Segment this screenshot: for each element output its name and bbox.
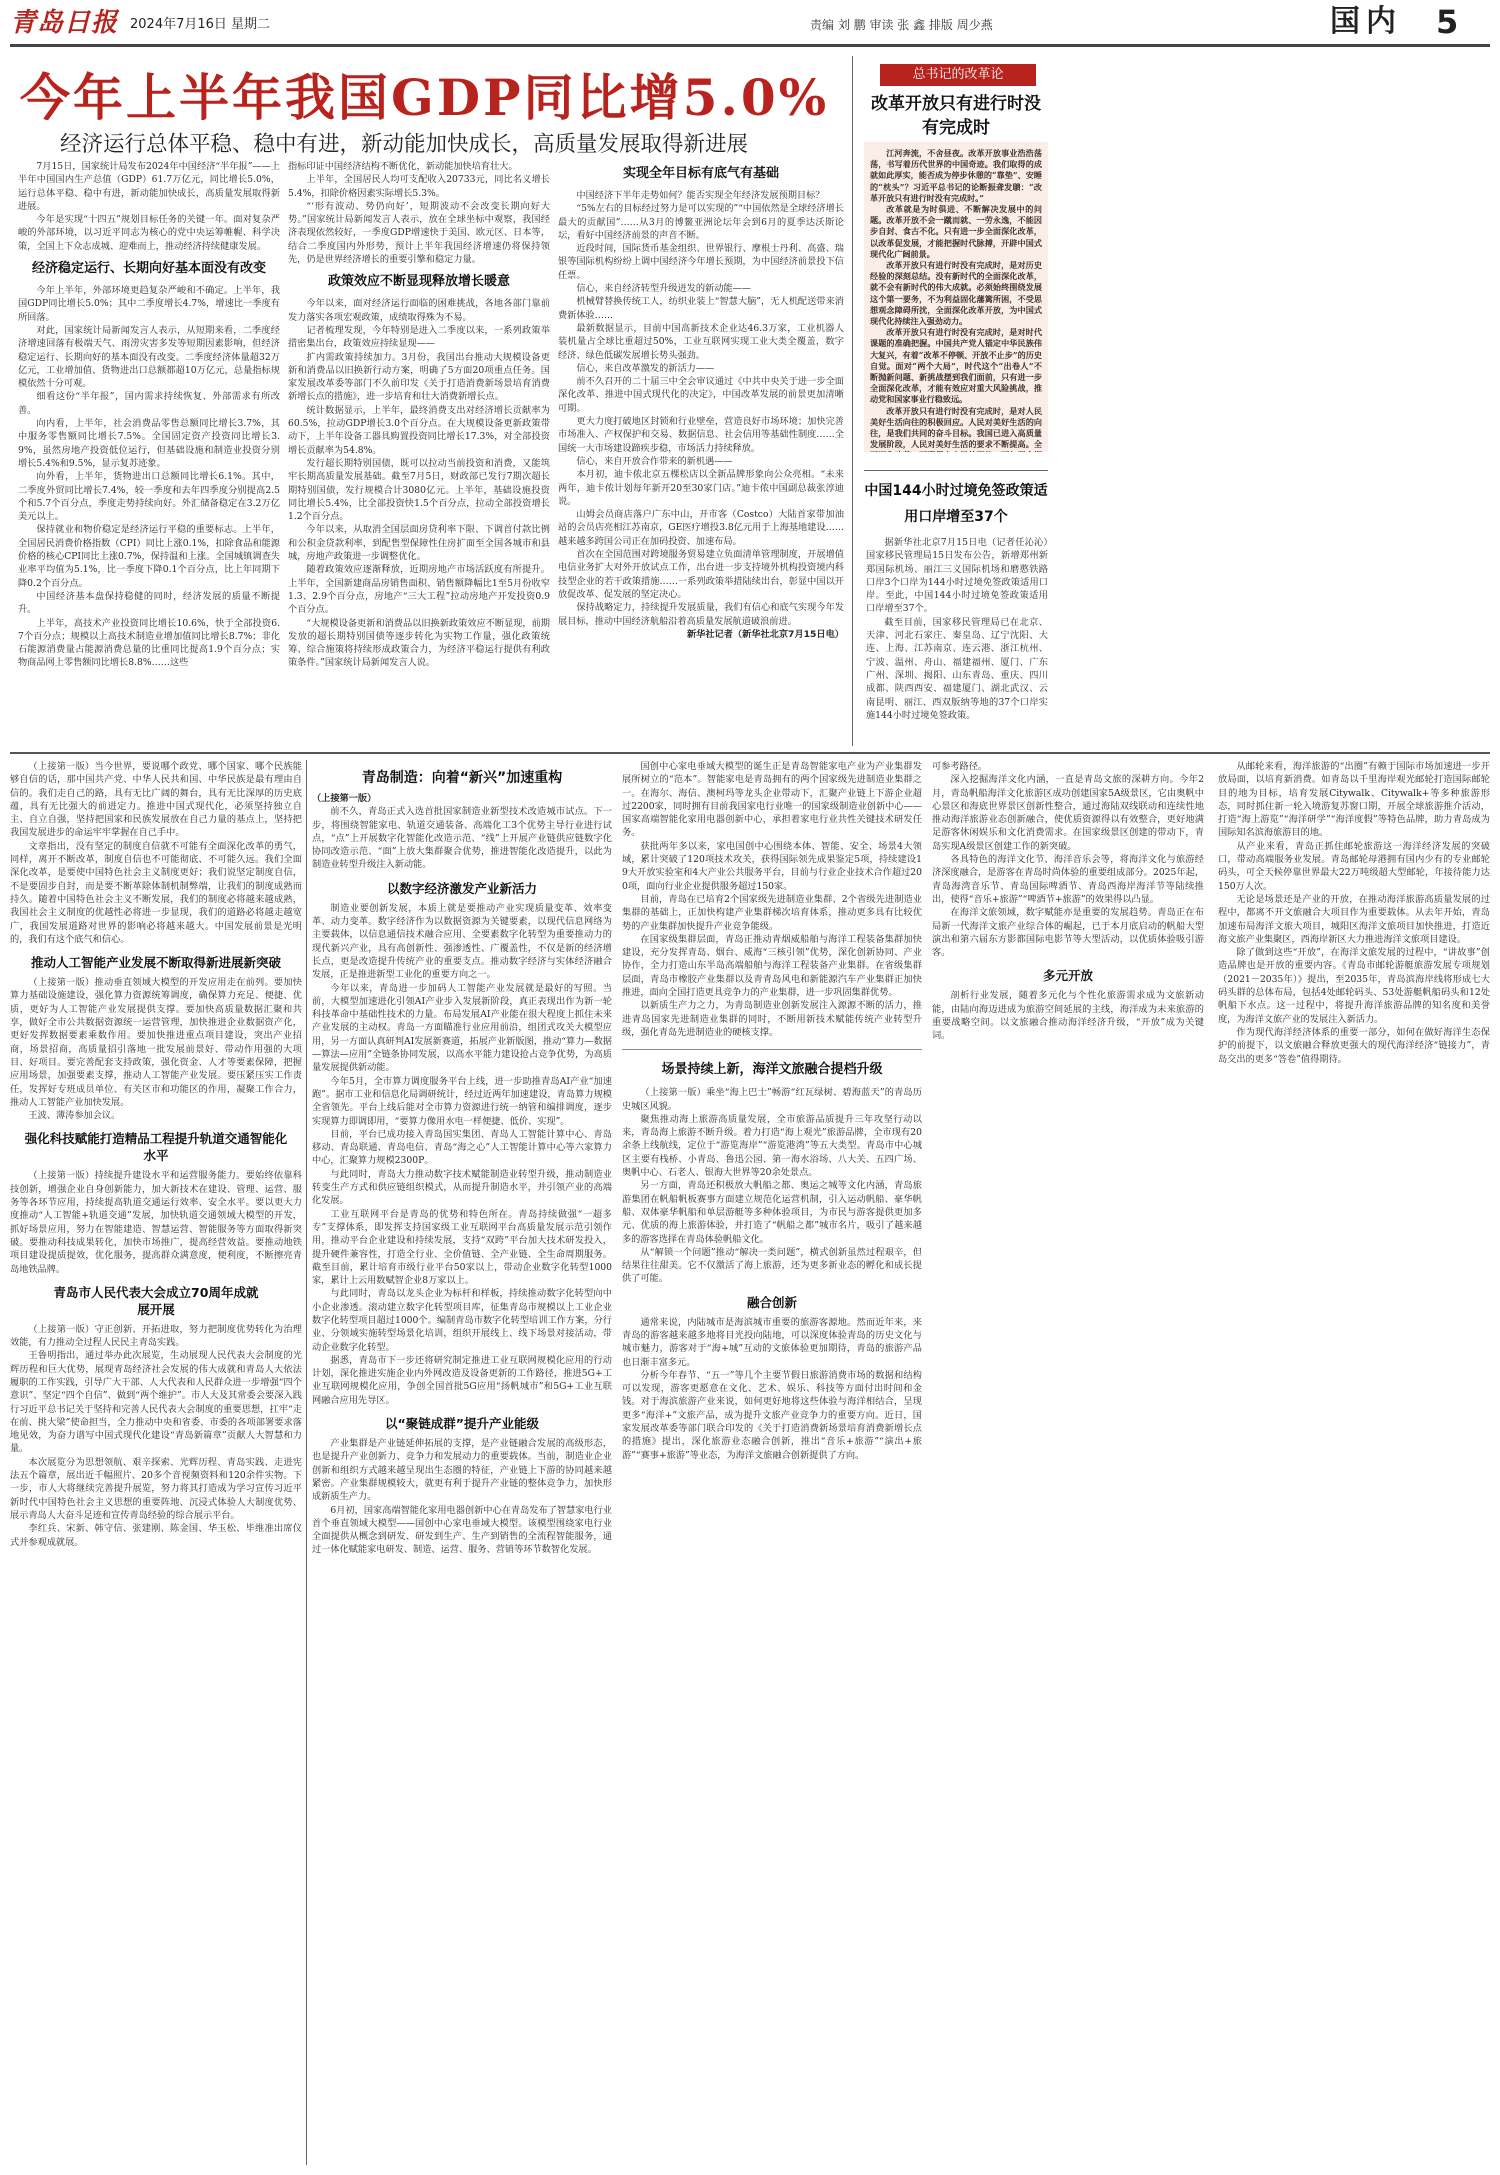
lead-paragraph: 山姆会员商店落户广东中山，开市客（Costco）大陆首家带加油站的会员店亮相江苏南京，GE医疗增投3.8亿元用于上海基地建设……越来越多跨国公司正在加码投资、加速布局。 (558, 509, 844, 547)
section-heading: 以数字经济激发产业新活力 (386, 880, 537, 896)
editor-credits: 责编 刘 鹏 审读 张 鑫 排版 周少燕 (810, 18, 993, 32)
byline: 新华社记者（新华社北京7月15日电） (687, 628, 844, 640)
article-paragraph: 前不久，青岛正式入选首批国家制造业新型技术改造城市试点。下一步，将围绕智能家电、轨道交通装备、高端化工3个优势主导行业进行试点，“点”上开展数字化智能化改造示范、“线”上开展产业链供应链数字化协同改造示范、“面”上放大集群聚合优势，推进智能化改造提升，以此为制造业转型升级注入新动能。 (312, 806, 612, 871)
article-paragraph: 李红兵、宋新、韩守信、张建刚、陈金国、华玉松、毕维准出席仪式并参观成就展。 (10, 1523, 302, 1548)
article-paragraph: 除了做到这些“开放”，在海洋文旅发展的过程中，“讲故事”创造品牌也是开放的重要内容。《青岛市邮轮游艇旅游发展专项规划（2021－2035年）》提出，至2035年，青岛滨海岸线将形成七大码头群的总体布局，包括4处邮轮码头、53处游艇帆船码头和12处帆船下水点。这一过程中，将提升海洋旅游品牌的知名度和美誉度，为海洋文旅产业的发展注入新活力。 (1218, 947, 1490, 1025)
lead-headline: 今年上半年我国GDP同比增5.0% (20, 68, 830, 127)
article-paragraph: 今年以来，青岛进一步加码人工智能产业发展就是最好的写照。当前，大模型加速进化引领AI产业步入发展新阶段，真正表现出作为新一轮科技革命中基础性技术的力量。布局发展AI产业能在很大程度上抓住未来产业发展的主动权。青岛一方面瞄准行业应用前沿，组团式攻关大模型应用，另一方面认真研判AI发展新赛道，拓展产业新版图，推动“算力—数据—算法—应用”全链条协同发展，以高水平能力建设抢占竞争优势，为高质量发展提供新动能。 (312, 982, 612, 1074)
lead-subheadline: 经济运行总体平稳、稳中有进，新动能加快成长，高质量发展取得新进展 (60, 132, 749, 157)
article-paragraph: 与此同时，青岛以龙头企业为标杆和样板，持续推动数字化转型向中小企业渗透。滚动建立数字化转型项目库，征集青岛市规模以上工业企业数字化转型项目超过1000个。编制青岛市数字化转型培训工作方案，分行业、分领域实施转型场景化培训，组织开展线上、线下场景对接活动，带动企业数字化转型。 (312, 1288, 612, 1353)
lead-paragraph: 本月初，迪卡侬北京五棵松店以全新品牌形象向公众亮相。“未来两年，迪卡侬计划每年新开20至30家门店。”迪卡侬中国副总裁张淳迪说。 (558, 469, 844, 507)
issue-date: 2024年7月16日 星期二 (130, 17, 271, 32)
lead-paragraph: 记者梳理发现，今年特别是进入二季度以来，一系列政策举措密集出台，政策效应持续显现—— (288, 324, 550, 350)
column-divider (306, 760, 307, 2165)
lead-paragraph: “‘形有波动、势仍向好’，短期波动不会改变长期向好大势。”国家统计局新闻发言人表示，放在全球坐标中观察，我国经济表现依然较好，一季度GDP增速快于美国、欧元区、日本等，结合二季度国内外形势，预计上半年我国经济增速仍将保持领先，仍是世界经济增长的重要引擎和稳定力量。 (288, 200, 550, 266)
article-paragraph: 目前，平台已成功接入青岛国实集团、青岛人工智能计算中心、青岛移动、青岛联通、青岛电信、青岛“海之心”人工智能计算中心等六家算力中心，汇聚算力规模2300P。 (312, 1128, 612, 1167)
article-paragraph: 获批两年多以来，家电国创中心围绕本体、智能、安全、场景4大领域，累计突破了120项技术攻关，获得国际领先成果鉴定5项，持续建设19大开放实验室和4大产业公共服务平台，目前与行业企业技术合作超过200项，面向行业企业提供服务超过150家。 (622, 840, 922, 892)
visa-headline: 中国144小时过境免签政策适用口岸增至37个 (864, 483, 1048, 525)
visa-paragraph: 截至目前，国家移民管理局已在北京、天津、河北石家庄、秦皇岛、辽宁沈阳、大连、上海、江苏南京、连云港、浙江杭州、宁波、温州、舟山、福建福州、厦门、广东广州、深圳、揭阳、山东青岛、重庆、四川成都、陕西西安、福建厦门、湖北武汉、云南昆明、丽江、西双版纳等地的37个口岸实施144小时过境免签政策。 (866, 616, 1048, 721)
visa-paragraph: 据新华社北京7月15日电（记者任沁沁）国家移民管理局15日发布公告，新增郑州新郑国际机场、丽江三义国际机场和磨憨铁路口岸3个口岸为144小时过境免签政策适用口岸。至此，中国144小时过境免签政策适用口岸增至37个。 (866, 537, 1048, 615)
article-paragraph: 制造业要创新发展，本质上就是要推动产业实现质量变革、效率变革、动力变革。数字经济作为以数据资源为关键要素，以现代信息网络为主要载体，以信息通信技术融合应用、全要素数字化转型为重要推动力的现代新兴产业，具有高创新性、强渗透性、广覆盖性，不仅是新的经济增长点，更是改造提升传统产业的重要支点。推动数字经济与实体经济融合发展，正是推进新型工业化的重要方向之一。 (312, 902, 612, 981)
article-headline: 场景持续上新，海洋文旅融合提档升级 (622, 1049, 922, 1082)
lead-paragraph: 今年以来，面对经济运行面临的困难挑战，各地各部门靠前发力落实各项宏观政策，成绩取得殊为不易。 (288, 298, 550, 323)
article-paragraph: 工业互联网平台是青岛的优势和特色所在。青岛持续做强“一超多专”支撑体系，即发挥支持国家级工业互联网平台高质量发展示范引领作用，推动平台企业建设和持续发展，支持“双跨”平台加大技术研发投入，提升硬件兼容性，打造全行业、全价值链、全产业链、全生命周期服务。截至目前，累计培育市级行业平台50家以上，带动企业数字化转型1000家，累计上云用数赋智企业8万家以上。 (312, 1208, 612, 1287)
lead-paragraph: 上半年，全国居民人均可支配收入20733元，同比名义增长5.4%，扣除价格因素实际增长5.3%。 (288, 174, 550, 199)
sidebar-rule (864, 470, 1048, 471)
article-paragraph: （上接第一版） (312, 793, 377, 804)
sidebar-box (864, 142, 1048, 452)
article-paragraph: 产业集群是产业链延伸拓展的支撑，是产业链融合发展的高级形态，也是提升产业创新力、竞争力和发展动力的重要载体。当前，制造业企业创新和组织方式越来越呈现出生态圈的特征，产业链上下游的协同越来越紧密。产业集群规模较大，就更有利于提升产业链的整体竞争力，加快形成新质生产力。 (312, 1438, 612, 1503)
lead-paragraph: 中国经济下半年走势如何？能否实现全年经济发展预期目标？ (576, 190, 825, 201)
article-headline: 推动人工智能产业发展不断取得新进展新突破 (30, 955, 281, 971)
masthead-rule (10, 44, 1490, 47)
article-paragraph: 从“解锁一个问题”推动“解决一类问题”，横式创新虽然过程艰辛，但结果往往甜美。它不仅激活了海上旅游，还为更多新业态的孵化和成长提供了可能。 (622, 1246, 922, 1285)
article-paragraph: 从邮轮来看，海洋旅游的“出圈”有赖于国际市场加速进一步开放局面，以培育新消费。如青岛以千里海岸观光邮轮打造国际邮轮目的地为目标，培育发展Citywalk、Citywalk+等多种旅游形态，同时抓住新一轮入境游复苏窗口期，开展全球旅游推介活动，打造“海上游览”“海洋研学”“海洋度假”等特色品牌，助力青岛成为国际知名滨海旅游目的地。 (1218, 761, 1490, 839)
article-paragraph: 无论是场景还是产业的开放，在推动海洋旅游高质量发展的过程中，都离不开文旅融合大项目作为重要载体。从去年开始，青岛加速布局海洋文旅大项目，城阳区海洋文旅项目加快推进，打造近海文旅产业集聚区，西海岸新区大力推进海洋文旅项目建设。 (1218, 893, 1490, 945)
article-paragraph: 文章指出，没有坚定的制度自信就不可能有全面深化改革的勇气，同样，离开不断改革，制度自信也不可能彻底、不可能久远。我们全面深化改革，是要使中国特色社会主义制度更好；我们说坚定制度自信，不是要固步自封，而是要不断革除体制机制弊端，让我们的制度成熟而持久。随着中国特色社会主义不断发展，我们的制度必将越来越成熟，我国社会主义制度的优越性必将进一步显现，我们的道路必将越走越宽广，我国发展道路对世界的影响必将越来越大。中国发展前景是光明的，我们有这个底气和信心。 (10, 840, 302, 945)
lower-column-b (312, 760, 612, 2165)
article-paragraph: 另一方面，青岛还积极放大帆船之都、奥运之城等文化内涵，青岛旅游集团在帆船帆板赛事方面建立规范化运营机制，引入运动帆船、豪华帆船、双体豪华帆船和单层游艇等多种体验项目，为市民与游客提供更加多元、优质的海上旅游体验，并打造了“帆船之都”城市名片，吸引了越来越多的游客选择在青岛体验帆船文化。 (622, 1180, 922, 1245)
sidebar-headline: 改革开放只有进行时没有完成时 (871, 94, 1041, 138)
visa-article (866, 536, 1048, 746)
sidebar-paragraph: 江河奔流，不舍昼夜。改革开放事业浩浩荡荡，书写着历代世界的中国奇迹。我们取得的成就如此厚实，能否成为停步休憩的“靠垫”、安睡的“枕头”？习近平总书记的论断振聋发聩：“改革开放只有进行时没有完成时。” (870, 148, 1042, 203)
lead-column-3 (558, 160, 844, 744)
article-paragraph: 以新质生产力之力，为青岛制造业创新发展注入源源不断的活力，推进青岛国家先进制造业集群的同时，不断用新技术赋能传统产业转型升级，强化青岛先进制造业的硬核支撑。 (622, 1000, 922, 1038)
lead-paragraph: 保持就业和物价稳定是经济运行平稳的重要标志。上半年，全国居民消费价格指数（CPI）同比上涨0.1%，扣除食品和能源价格的核心CPI同比上涨0.7%，保持温和上涨。全国城镇调查失业率平均值为5.1%，比一季度下降0.1个百分点，比上年同期下降0.2个百分点。 (18, 524, 280, 589)
lead-paragraph: 今年上半年，外部环境更趋复杂严峻和不确定。上半年，我国GDP同比增长5.0%；其中二季度增长4.7%，增速比一季度有所回落。 (18, 285, 280, 323)
section-heading: 实现全年目标有底气有基础 (622, 166, 779, 181)
lead-paragraph: 随着政策效应逐渐释放，近期房地产市场活跃度有所提升。上半年，全国新建商品房销售面积、销售额降幅比1至5月份收窄1.3、2.9个百分点，房地产“三大工程”拉动房地产开发投资0.9个百分点。 (288, 564, 550, 616)
lead-paragraph: 最新数据显示，目前中国高新技术企业达46.3万家，工业机器人装机量占全球比重超过50%，工业互联网实现工业大类全覆盖，数字经济、绿色低碳发展增长势头强劲。 (558, 322, 844, 361)
lower-column-a (10, 760, 302, 2165)
lead-paragraph: 向内看，上半年，社会消费品零售总额同比增长3.7%，其中服务零售额同比增长7.5%。全国固定资产投资同比增长3.9%，虽然房地产投资低位运行，但基础设施和制造业投资分别增长5.4%和9.5%，显示复苏迹象。 (18, 418, 280, 469)
sidebar-paragraph: 改革开放只有进行时没有完成时，是对人民美好生活向往的积极回应。人民对美好生活的向往，是我们共同的奋斗目标。我国已进入高质量发展阶段，人民对美好生活的要求不断提高。全 (870, 405, 1042, 450)
article-paragraph: （上接第一版）持续提升建设水平和运营服务能力。要始终依靠科技创新，增强企业自身创新能力，加大新技术在建设、管理、运营、服务等各环节应用，持续提高轨道交通运行效率、安全水平。要以更大力度推动“人工智能+轨道交通”发展，加快轨道交通领域大模型的开发，抓好场景应用，努力在智能建造、智慧运营、智能服务等方面取得新突破。要推动科技成果转化，加快市场推广，提高经营效益。要推动地铁项目建设提质提效，优化服务，提高群众满意度，便利度，不断擦亮青岛地铁品牌。 (10, 1170, 302, 1275)
lead-paragraph: 细看这份“半年报”，国内需求持续恢复、外部需求有所改善。 (18, 391, 280, 416)
article-paragraph: 目前，青岛在已培育2个国家级先进制造业集群、2个省级先进制造业集群的基础上，正加快构建产业集群梯次培育体系，推动更多具有比较优势的产业集群加快提升产业竞争能级。 (622, 893, 922, 932)
lead-column-2 (288, 160, 550, 744)
lead-paragraph: 信心，来自开放合作带来的新机遇—— (576, 455, 733, 467)
article-paragraph: （上接第一版）推动垂直领域大模型的开发应用走在前列。要加快算力基础设施建设，强化算力资源统筹调度，确保算力充足、便捷、优质，更好为人工智能产业发展提供支撑。要加快高质量数据汇聚和共享，做好全市公共数据资源统一运营管理，加快推进企业数据资产化，更好发挥数据要素乘数作用。要加快推进重点项目建设，突出产业招商，场景招商，高质量招引落地一批发展前景好、带动作用强的大项目、好项目。要完善配套支持政策，强化资金、人才等要素保障，把握应用场景，加强要素支撑，推动人工智能产业发展。要压紧压实工作责任，发挥好专班成员单位、有关区市和功能区的作用，凝聚工作合力，推动人工智能产业加快发展。 (10, 977, 302, 1108)
article-paragraph: 本次展览分为思想领航、艰辛探索、光辉历程、青岛实践、走进宪法五个篇章，展出近千幅照片、20多个音视频资料和120余件实物。下一步，市人大将继续完善提升展览，努力将其打造成为学习宣传习近平新时代中国特色社会主义思想的重要阵地、沉浸式体验人大制度优势、展示青岛人大奋斗足迹和宣传青岛经验的综合展示平台。 (10, 1456, 302, 1521)
lead-paragraph: 信心，来自改革激发的新活力—— (576, 362, 715, 374)
lead-paragraph: “5%左右的目标经过努力是可以实现的”“中国依然是全球经济增长最大的贡献国”……从3月的博鳌亚洲论坛年会到6月的夏季达沃斯论坛，看好中国经济前景的声音不断。 (558, 203, 844, 241)
article-paragraph: （上接第一版）乘坐“海上巴士”畅游“红瓦绿树、碧海蓝天”的青岛历史城区风貌。 (622, 1087, 922, 1112)
newspaper-logo: 青岛日报 (10, 8, 119, 38)
lead-paragraph: 近段时间，国际货币基金组织、世界银行、摩根士丹利、高盛、瑞银等国际机构纷纷上调中国经济今年增长预期，为中国经济前景投下信任票。 (558, 243, 844, 281)
article-paragraph: 分析今年春节、“五一”等几个主要节假日旅游消费市场的数据和结构可以发现，游客更愿意在文化、艺术、娱乐、科技等方面付出时间和金钱。对于海滨旅游产业来说，如何更好地将这些体验与海洋相结合，呈现更多“海洋+”文旅产品，成为提升文旅产业竞争力的重要方向。近日，国家发展改革委等部门联合印发的《关于打造消费新场景培育消费新增长点的措施》提出，深化旅游业态融合创新，推出“音乐+旅游”“演出+旅游”“赛事+旅游”等业态，为海洋文旅融合创新提供了方向。 (622, 1369, 922, 1461)
article-paragraph: 从产业来看，青岛正抓住邮轮旅游这一海洋经济发展的突破口，带动高端服务业发展。青岛邮轮母港拥有国内少有的专业邮轮码头，可全天候停靠世界最大22万吨级超大型邮轮，年接待能力达150万人次。 (1218, 840, 1490, 892)
article-paragraph: 聚焦推动海上旅游高质量发展，全市旅游品质提升三年攻坚行动以来，青岛海上旅游不断升级。着力打造“海上观光”旅游品牌，全市现有20余条上线航线，定位于“游览海岸”“游览港湾”等五大类型。青岛市中心城区主要有栈桥、小青岛、鲁迅公园、第一海水浴场、八大关、五四广场、奥帆中心、石老人、银海大世界等20余处景点。 (622, 1113, 922, 1179)
article-paragraph: 通常来说，内陆城市是海滨城市重要的旅游客源地。然而近年来，来青岛的游客越来越多地将目光投向陆地，可以深度体验青岛的历史文化与城市魅力，游客对于“海+城”互动的文旅体验更加期待，青岛的旅游产品也日渐丰富多元。 (622, 1316, 922, 1368)
lead-column-1 (18, 160, 280, 744)
article-paragraph: 剖析行业发展，随着多元化与个性化旅游需求成为文旅新动能，由陆向海迈进成为旅游空间延展的主线，海洋成为未来旅游的重要战略空间。以文旅融合推动海洋经济升级，“开放”成为关键词。 (932, 990, 1204, 1042)
section-heading: 多元开放 (1042, 968, 1093, 984)
article-paragraph: 王波、薄涛参加会议。 (28, 1110, 121, 1122)
lead-paragraph: 首次在全国范围对跨境服务贸易建立负面清单管理制度，开展增值电信业务扩大对外开放试点工作，出台进一步支持境外机构投资境内科技型企业的若干政策措施……一系列政策举措陆续出台，彰显中国以开放促改革、促发展的坚定决心。 (558, 549, 844, 600)
lead-paragraph: 扩内需政策持续加力。3月份，我国出台推动大规模设备更新和消费品以旧换新行动方案，明确了5方面20项重点任务。国家发展改革委等部门不久前印发《关于打造消费新场景培育消费新增长点的措施》，进一步培育和壮大消费新增长点。 (288, 351, 550, 403)
article-paragraph: 6月初，国家高端智能化家用电器创新中心在青岛发布了智慧家电行业首个垂直领域大模型——国创中心家电垂域大模型。该模型围绕家电行业全面提供从概念到研发、研发到生产、生产到销售的全流程智能服务，通过一体化赋能家电研发、制造、运营、服务、营销等环节数智化发展。 (312, 1504, 612, 1556)
article-paragraph: 在海洋文旅领域，数字赋能亦是重要的发展趋势。青岛正在布局新一代海洋文旅产业综合体的崛起，已于本月底启动的帆船大型演出和第六届东方影都国际电影节等大型活动，以优质体验吸引游客。 (932, 907, 1204, 959)
article-paragraph: 作为现代海洋经济体系的重要一部分，如何在做好海洋生态保护的前提下，以文旅融合释放更强大的现代海洋经济“链接力”，青岛交出的更多“答卷”值得期待。 (1218, 1026, 1490, 1065)
section-heading: 经济稳定运行、长期向好基本面没有改变 (31, 261, 266, 277)
sidebar-divider (852, 56, 853, 746)
lead-paragraph: 今年以来，从取消全国层面房贷利率下限、下调首付款比例和公积金贷款利率，到配售型保障性住房扩面至全国各城市和县城，房地产政策进一步调整优化。 (288, 524, 550, 563)
lower-column-c (622, 760, 922, 2165)
sidebar-paragraph: 改革就是为时俱进、不断解决发展中的问题。改革开放不会一蹴而就、一劳永逸，不能因步自封、食古不化。只有进一步全面深化改革，以改革促发展，才能把握时代脉搏，开辟中国式现代化广阔前景。 (870, 204, 1042, 259)
article-paragraph: 国创中心家电垂域大模型的诞生正是青岛智能家电产业为产业集群发展所树立的“范本”。智能家电是青岛拥有的两个国家级先进制造业集群之一。在海尔、海信、澳柯玛等龙头企业带动下，汇聚产业链上下游企业超过2200家，同时拥有目前我国家电行业唯一的国家级制造业创新中心——国家高端智能化家用电器创新中心，承担着家电行业共性关键技术研发任务。 (622, 761, 922, 839)
article-paragraph: 今年5月，全市算力调度服务平台上线，进一步助推青岛AI产业“加速跑”。据市工业和信息化局调研统计，经过近两年加速建设，青岛算力规模全省领先。平台上线后能对全市算力资源进行统一纳管和编排调度，逐步实现算力即调即用，“要算力像用水电一样便捷、低价、实现”。 (312, 1075, 612, 1127)
lead-paragraph: 机械臂替换传统工人，纺织业装上“智慧大脑”，无人机配送带来消费新体验…… (558, 296, 844, 321)
article-paragraph: 据悉，青岛市下一步还将研究制定推进工业互联网规模化应用的行动计划，深化推进实施企业内外网改造及设备更新的工作路径，推进5G+工业互联网规模化应用，争创全国首批5G应用“扬帆城市”和5G+工业互联网融合应用先导区。 (312, 1354, 612, 1406)
sidebar-paragraph: 改革开放只有进行时没有完成时，是对时代课题的准确把握。中国共产党人锚定中华民族伟大复兴，有着“改革不停顿、开放不止步”的历史自觉。面对“两个大局”，时代这个“出卷人”不断抛新问题、新挑战摆到我们面前，只有进一步全面深化改革，才能有效应对重大风险挑战，推动党和国家事业行稳致远。 (870, 327, 1042, 405)
section-heading: 融合创新 (746, 1294, 797, 1310)
article-paragraph: （上接第一版）当今世界，要说哪个政党、哪个国家、哪个民族能够自信的话，那中国共产党、中华人民共和国、中华民族是最有理由自信的。我们走自己的路，具有无比广阔的舞台，具有无比深厚的历史底蕴，具有无比强大的前进定力。推进中国式现代化，必须坚持独立自主、自立自强，坚持把国家和民族发展放在自己力量的基点上，坚持把我国发展进步的命运牢牢掌握在自己手中。 (10, 761, 302, 839)
lead-paragraph: 保持战略定力，持续提升发展质量，我们有信心和底气实现今年发展目标，推动中国经济航船沿着高质量发展航道破浪前进。 (558, 602, 844, 627)
article-paragraph: （上接第一版）守正创新、开拓进取，努力把制度优势转化为治理效能，有力推动全过程人民民主青岛实践。 (10, 1323, 302, 1349)
lead-paragraph: “大规模设备更新和消费品以旧换新政策效应不断显现，前期发放的超长期特别国债等逐步转化为实物工作量，强化政策统筹、综合施策将持续形成政策合力，为经济平稳运行提供有利政策条件。”国家统计局新闻发言人说。 (288, 617, 550, 669)
lead-paragraph: 中国经济基本盘保持稳健的同时，经济发展的质量不断提升。 (18, 590, 280, 616)
article-paragraph: 王鲁明指出，通过举办此次展览，生动展现人民代表大会制度的光辉历程和巨大优势，展现青岛经济社会发展的伟大成就和青岛人大依法履职的工作实践，引导广大干部、人大代表和人民群众进一步增强“四个意识”、坚定“四个自信”、做到“两个维护”。市人大及其常委会要深入践行习近平总书记关于坚持和完善人民代表大会制度的重要思想，扛牢“走在前、挑大梁”使命担当，全力推动中央和省委、市委的各项部署要求落地见效，为奋力谱写中国式现代化建设“青岛新篇章”贡献人大智慧和力量。 (10, 1350, 302, 1455)
article-paragraph: 可参考路径。 (932, 761, 988, 772)
sidebar-paragraph: 改革开放只有进行时没有完成时，是对历史经验的深刻总结。没有新时代的全面深化改革，就不会有新时代的伟大成就。必须始终围绕发展这个第一要务，不为利益固化藩篱所困，不受思想观念障碍所扰，全面深化改革开放，为中国式现代化持续注入强劲动力。 (870, 260, 1042, 327)
lead-paragraph: 今年是实现“十四五”规划目标任务的关键一年。面对复杂严峻的外部环境，以习近平同志为核心的党中央运筹帷幄、科学决策，全国上下众志成城、迎难而上，推动经济持续健康发展。 (18, 214, 280, 252)
lower-column-d (932, 760, 1490, 2165)
lead-paragraph: 向外看，上半年，货物进出口总额同比增长6.1%。其中，二季度外贸同比增长7.4%，较一季度和去年四季度分别提高2.5个和5.7个百分点，季度走势持续向好。外汇储备稳定在3.2万亿美元以上。 (18, 471, 280, 523)
article-headline: 青岛市人民代表大会成立70周年成就展开展 (53, 1284, 259, 1317)
section-heading: 政策效应不断显现释放增长暖意 (327, 274, 510, 290)
lead-paragraph: 7月15日，国家统计局发布2024年中国经济“半年报”——上半年中国国内生产总值（GDP）61.7万亿元，同比增长5.0%，运行总体平稳、稳中有进，新动能加快成长，高质量发展取得新进展。 (18, 161, 280, 212)
article-paragraph: 与此同时，青岛大力推动数字技术赋能制造业转型升级，推动制造业转变生产方式和供应链组织模式，从而提升制造水平，并引领产业的高端化发展。 (312, 1168, 612, 1207)
lead-paragraph: 指标印证中国经济结构不断优化，新动能加快培育壮大。 (288, 161, 518, 172)
lead-paragraph: 更大力度打破地区封锁和行业壁垒，营造良好市场环境；加快完善市场准入、产权保护和交易、数据信息、社会信用等基础性制度……全国统一大市场建设蹄疾步稳，市场活力持续释放。 (558, 416, 844, 454)
lead-paragraph: 前不久召开的二十届三中全会审议通过《中共中央关于进一步全面深化改革、推进中国式现代化的决定》，中国改革发展的前景更加清晰可期。 (558, 376, 844, 414)
article-paragraph: 深入挖掘海洋文化内涵，一直是青岛文旅的深耕方向。今年2月，青岛帆船海洋文化旅游区成功创建国家5A级景区，它由奥帆中心景区和海底世界景区创新性整合，通过海陆双线联动和连续性地推动海洋旅游业态创新融合，使优质资源得以有效整合，更好地满足游客休闲娱乐和文化消费需求。在国家级景区创建的带动下，青岛实现A级景区创建工作的新突破。 (932, 774, 1204, 852)
column-tag: 总书记的改革论 (880, 64, 1036, 86)
section-title: 国内 (1330, 4, 1402, 39)
article-paragraph: 在国家级集群层面，青岛正推动青烟威船舶与海洋工程装备集群加快建设，充分发挥青岛、烟台、威海“三核引领”优势，深化创新协同、产业协作，全力打造山东半岛高端船舶与海洋工程装备产业集群。在省级集群层面，青岛市橡胶产业集群以及青青岛风电和新能源汽车产业集群正加快推进，面向全国打造更具竞争力的产业集群，进一步巩固集群优势。 (622, 933, 922, 999)
lead-paragraph: 对此，国家统计局新闻发言人表示，从短期来看，二季度经济增速回落有极端天气、雨涝灾害多发等短期因素影响，但经济稳定运行、长期向好的基本面没有改变。二季度经济体量超32万亿元，工业增加值、货物进出口总额都超10万亿元，总量指标规模依然十分可观。 (18, 324, 280, 390)
page-number: 5 (1436, 3, 1459, 41)
article-headline: 青岛制造：向着“新兴”加速重构 (361, 770, 563, 786)
fold-rule (10, 752, 1490, 754)
article-paragraph: 各具特色的海洋文化节、海洋音乐会等，将海洋文化与旅游经济深度融合，是游客在青岛时尚体验的重要组成部分。2025年起，青岛海湾音乐节、青岛国际啤酒节、青岛西海岸海洋节等陆续推出，使得“音乐+旅游”“啤酒节+旅游”的效果得以凸显。 (932, 854, 1204, 905)
article-headline: 强化科技赋能打造精品工程提升轨道交通智能化水平 (24, 1131, 288, 1164)
lead-paragraph: 统计数据显示，上半年，最终消费支出对经济增长贡献率为60.5%，拉动GDP增长3.0个百分点。在大规模设备更新政策带动下，上半年设备工器具购置投资同比增长17.3%，对全部投资增长贡献率为54.8%。 (288, 404, 550, 456)
lead-paragraph: 发行超长期特别国债，既可以拉动当前投资和消费，又能筑牢长期高质量发展基础。截至7月5日，财政部已发行7期次超长期特别国债，发行规模合计3080亿元。上半年，基础设施投资同比增长5.4%，比全部投资快1.5个百分点，拉动全部投资增长1.2个百分点。 (288, 457, 550, 523)
lead-paragraph: 上半年，高技术产业投资同比增长10.6%，快于全部投资6.7个百分点；规模以上高技术制造业增加值同比增长8.7%；非化石能源消费量占能源消费总量的比重同比提高1.9个百分点；实物商品网上零售额同比增长8.8%……这些 (18, 617, 280, 669)
lead-paragraph: 信心，来自经济转型升级迸发的新动能—— (576, 283, 751, 295)
section-heading: 以“聚链成群”提升产业能级 (385, 1416, 539, 1432)
